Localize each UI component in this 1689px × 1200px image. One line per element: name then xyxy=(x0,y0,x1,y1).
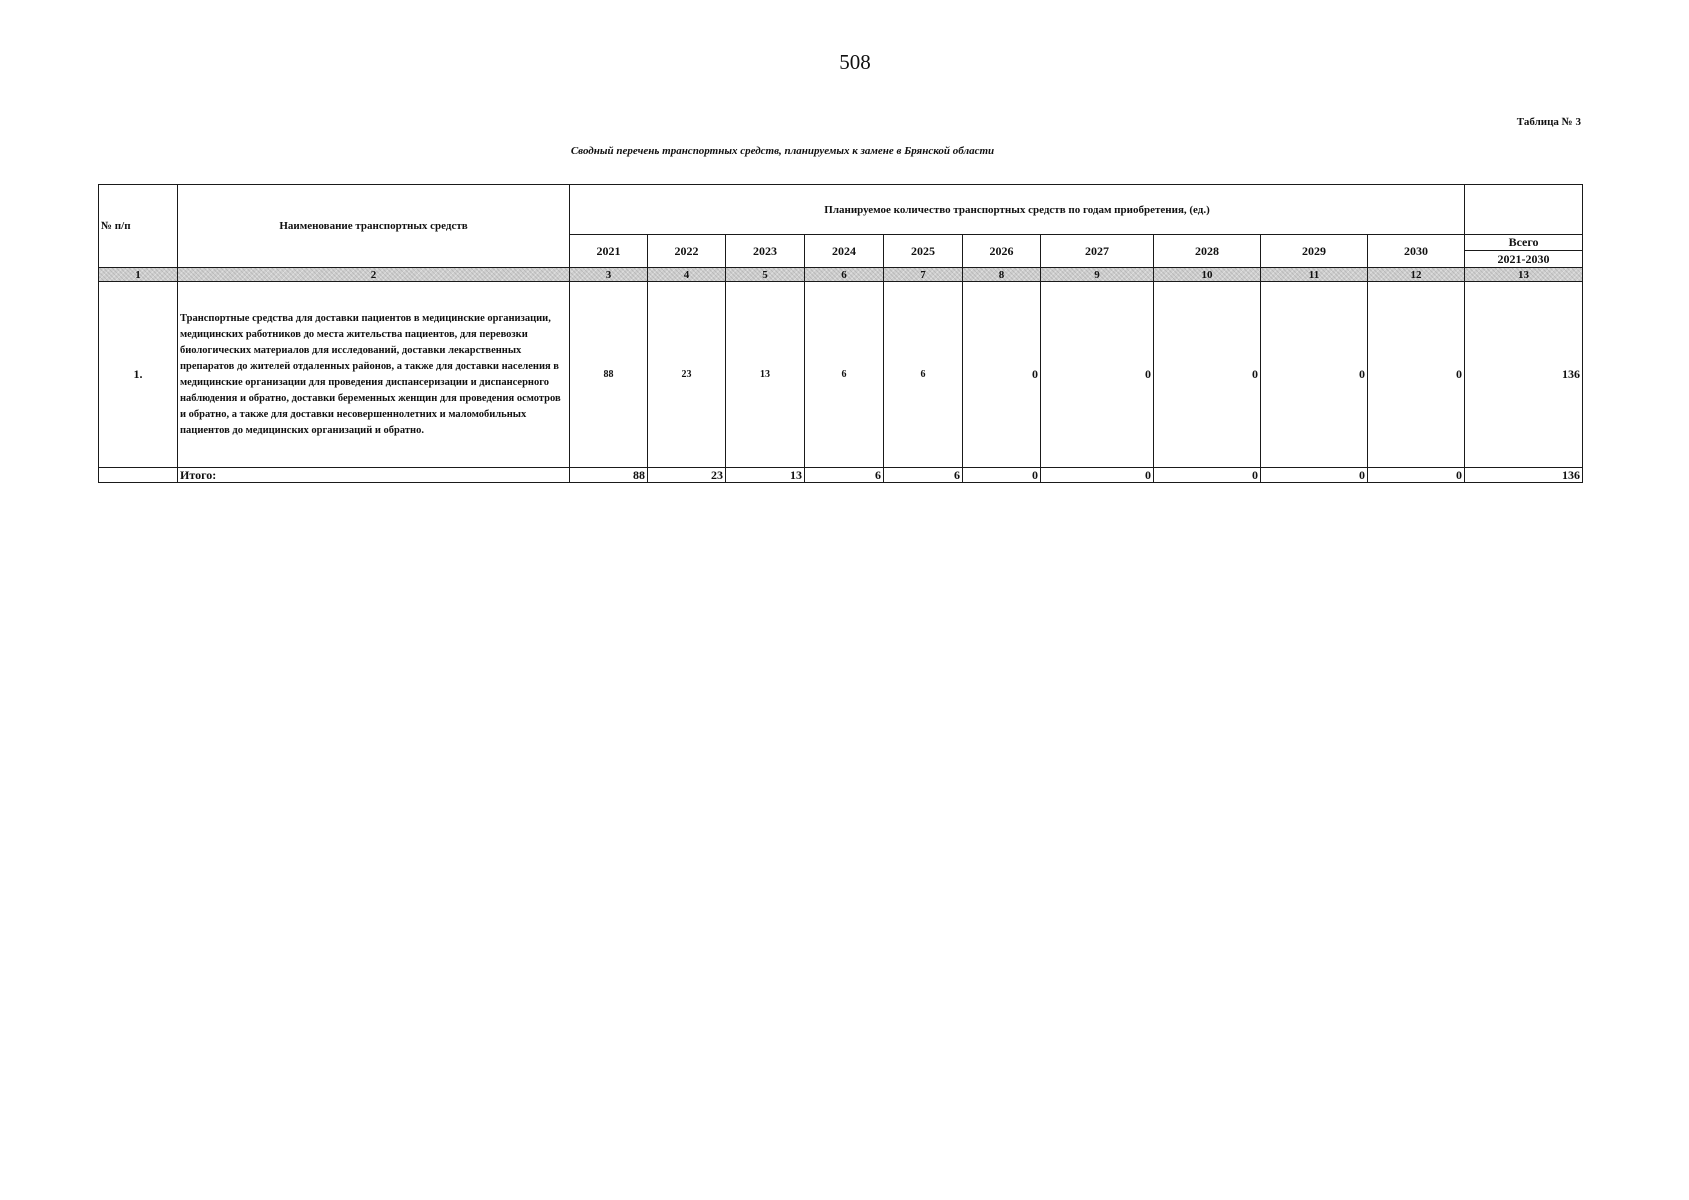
column-index: 1 xyxy=(99,268,178,282)
header-total-period: 2021-2030 xyxy=(1465,251,1583,268)
header-total: Всего xyxy=(1465,235,1583,251)
column-index-row xyxy=(99,268,1583,282)
header-planned-quantity: Планируемое количество транспортных средств по годам приобретения, (ед.) xyxy=(570,185,1465,235)
totals-label: Итого: xyxy=(178,468,570,483)
table-row xyxy=(99,282,1583,468)
year-value: 13 xyxy=(726,282,805,468)
totals-value: 0 xyxy=(1261,468,1368,483)
year-value: 0 xyxy=(963,282,1041,468)
column-index: 10 xyxy=(1154,268,1261,282)
header-row-number: № п/п xyxy=(99,185,178,268)
table-label: Таблица № 3 xyxy=(1516,116,1581,128)
header-year: 2021 xyxy=(570,235,648,268)
year-value: 23 xyxy=(648,282,726,468)
row-number: 1. xyxy=(99,282,178,468)
year-value: 0 xyxy=(1041,282,1154,468)
header-year: 2029 xyxy=(1261,235,1368,268)
totals-grand-total: 136 xyxy=(1465,468,1583,483)
totals-value: 23 xyxy=(648,468,726,483)
year-value: 0 xyxy=(1154,282,1261,468)
totals-row xyxy=(99,468,1583,483)
column-index: 13 xyxy=(1465,268,1583,282)
column-index: 9 xyxy=(1041,268,1154,282)
vehicle-description: Транспортные средства для доставки пациентов в медицинские организации, медицинских работников до места жительства пациентов, для перевозки биологических материалов для исследований, доставки лекарственных препаратов до жителей отдаленных районов, а также для доставки населения в медицинские организации для проведения диспансеризации и диспансерного наблюдения и обратно, доставки беременных женщин для проведения осмотров и обратно, а также для доставки несовершеннолетних и маломобильных пациентов до медицинских организаций и обратно. xyxy=(178,282,570,468)
column-index: 11 xyxy=(1261,268,1368,282)
totals-value: 88 xyxy=(570,468,648,483)
header-year: 2028 xyxy=(1154,235,1261,268)
totals-value: 0 xyxy=(1368,468,1465,483)
header-year: 2022 xyxy=(648,235,726,268)
column-index: 3 xyxy=(570,268,648,282)
totals-value: 0 xyxy=(1154,468,1261,483)
totals-value: 6 xyxy=(884,468,963,483)
header-year: 2023 xyxy=(726,235,805,268)
column-index: 7 xyxy=(884,268,963,282)
totals-value: 6 xyxy=(805,468,884,483)
header-year: 2024 xyxy=(805,235,884,268)
row-total: 136 xyxy=(1465,282,1583,468)
year-value: 88 xyxy=(570,282,648,468)
totals-value: 0 xyxy=(963,468,1041,483)
page-number: 508 xyxy=(839,50,871,74)
header-vehicle-name: Наименование транспортных средств xyxy=(178,185,570,268)
header-year: 2027 xyxy=(1041,235,1154,268)
year-value: 0 xyxy=(1368,282,1465,468)
year-value: 0 xyxy=(1261,282,1368,468)
totals-empty xyxy=(99,468,178,483)
column-index: 6 xyxy=(805,268,884,282)
transport-summary-table xyxy=(98,184,1583,483)
header-row-1 xyxy=(99,185,1583,235)
column-index: 12 xyxy=(1368,268,1465,282)
column-index: 2 xyxy=(178,268,570,282)
column-index: 4 xyxy=(648,268,726,282)
header-total-top xyxy=(1465,185,1583,235)
totals-value: 13 xyxy=(726,468,805,483)
document-title: Сводный перечень транспортных средств, планируемых к замене в Брянской области xyxy=(570,145,995,157)
totals-value: 0 xyxy=(1041,468,1154,483)
column-index: 8 xyxy=(963,268,1041,282)
header-year: 2026 xyxy=(963,235,1041,268)
header-year: 2030 xyxy=(1368,235,1465,268)
year-value: 6 xyxy=(884,282,963,468)
header-year: 2025 xyxy=(884,235,963,268)
column-index: 5 xyxy=(726,268,805,282)
year-value: 6 xyxy=(805,282,884,468)
